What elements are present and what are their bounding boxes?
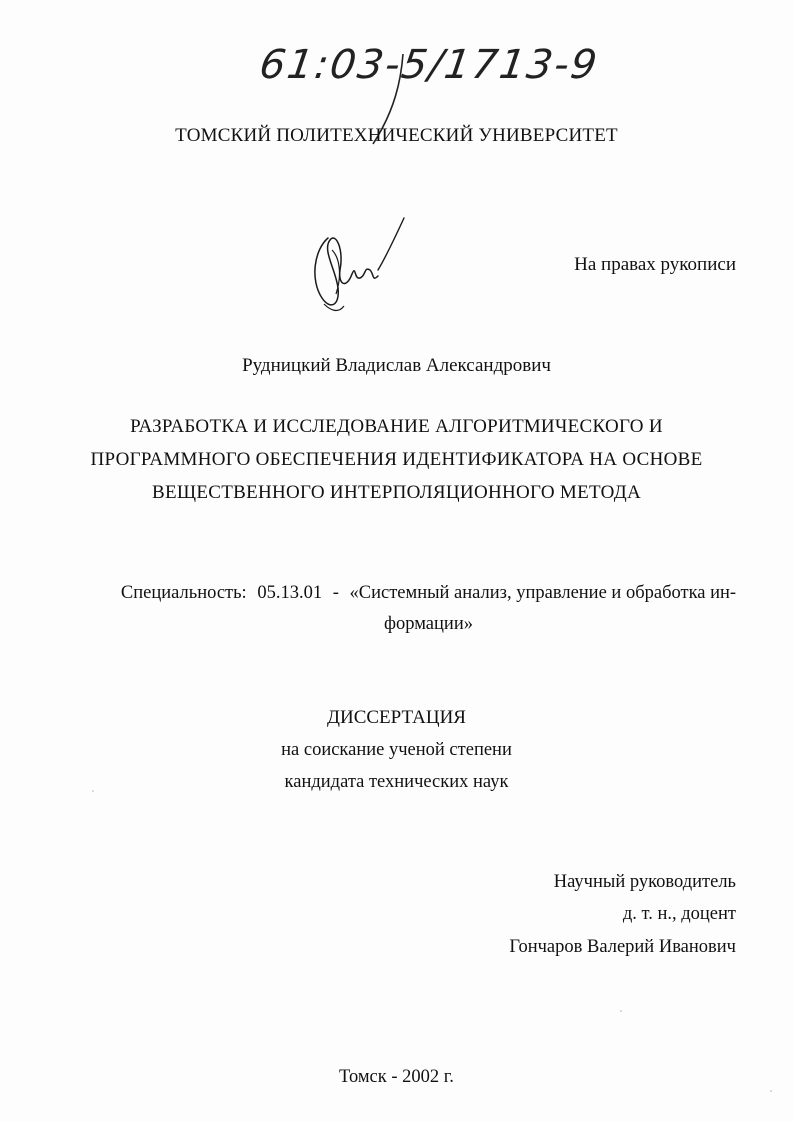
specialty-code: 05.13.01 (257, 583, 323, 603)
dissertation-degree-line: на соискание ученой степени (281, 740, 512, 760)
thesis-title (0, 410, 793, 509)
supervisor-degree: д. т. н., доцент (622, 904, 736, 924)
handwritten-archive-code (255, 40, 602, 110)
scan-speck (620, 1010, 622, 1012)
scan-speck (770, 1090, 772, 1092)
author-name: Рудницкий Владислав Александрович (242, 355, 551, 376)
title-line-2: ПРОГРАММНОГО ОБЕСПЕЧЕНИЯ ИДЕНТИФИКАТОРА НА ОСНОВЕ (90, 449, 703, 470)
specialty-label: Специальность: (120, 583, 247, 603)
author-signature (300, 210, 420, 325)
university-name: ТОМСКИЙ ПОЛИТЕХНИЧЕСКИЙ УНИВЕРСИТЕТ (175, 125, 618, 146)
dissertation-field-line: кандидата технических наук (284, 772, 509, 792)
rights-note: На правах рукописи (574, 254, 736, 275)
city-year: Томск - 2002 г. (339, 1067, 454, 1087)
archive-code-text: 61:03-5/1713-9 (256, 42, 602, 88)
title-line-1: РАЗРАБОТКА И ИССЛЕДОВАНИЕ АЛГОРИТМИЧЕСКОГО И (130, 416, 663, 437)
dissertation-heading: ДИССЕРТАЦИЯ (327, 707, 466, 728)
signature-icon (300, 210, 420, 325)
specialty-dash: - (332, 583, 339, 603)
specialty-name-part1: «Системный анализ, управление и обработка ин- (349, 583, 737, 603)
title-line-3: ВЕЩЕСТВЕННОГО ИНТЕРПОЛЯЦИОННОГО МЕТОДА (151, 482, 642, 503)
specialty-line-1 (116, 578, 741, 609)
supervisor-role: Научный руководитель (553, 872, 736, 892)
specialty-block (116, 578, 741, 640)
scan-speck (92, 790, 94, 792)
specialty-name-part2: формации» (384, 614, 473, 634)
supervisor-name: Гончаров Валерий Иванович (509, 937, 736, 957)
